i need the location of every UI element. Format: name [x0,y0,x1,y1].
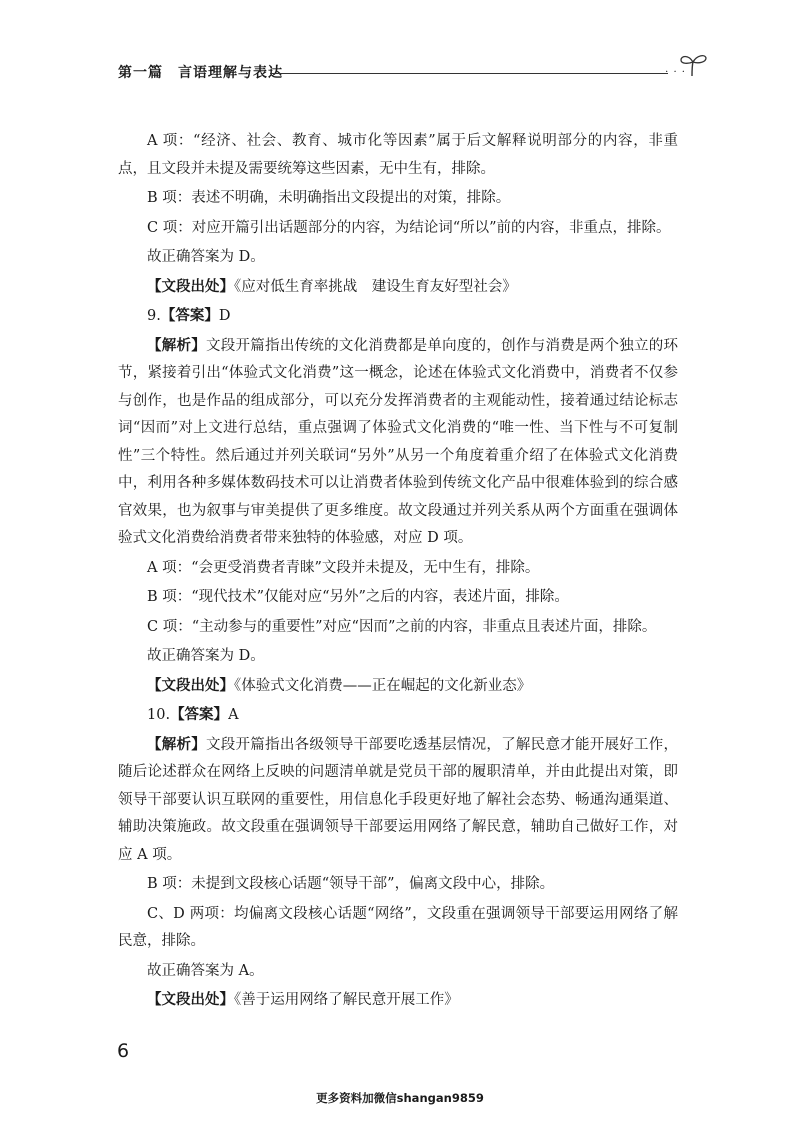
option-a-analysis: A 项：“经济、社会、教育、城市化等因素”属于后文解释说明部分的内容，非重点，且文段并未提及需要统筹这些因素，无中生有，排除。 [118,133,678,177]
option-b-analysis: B 项：未提到文段核心话题“领导干部”，偏离文段中心，排除。 [147,876,555,892]
analysis-tag: 【解析】 [147,736,207,753]
source-line [118,673,678,701]
page-number: 6 [117,1040,130,1062]
source-tag: 【文段出处】 [147,992,234,1008]
answer-tag: 【答案】 [170,707,229,723]
question-number: 9. [147,308,161,324]
page-header [118,58,708,88]
option-c-analysis: C 项：对应开篇引出话题部分的内容，为结论词“所以”前的内容，非重点，排除。 [147,219,671,236]
sprout-icon [678,50,708,80]
correct-answer: 故正确答案为 A。 [147,962,264,979]
analysis-text: 文段开篇指出传统的文化消费都是单向度的，创作与消费是两个独立的环节，紧接着引出“体验式文化消费”这一概念，论述在体验式文化消费中，消费者不仅参与创作，也是作品的组成部分，可以充分发挥消费者的主观能动性，接着通过结论标志词“因而”对上文进行总结，重点强调了体验式文化消费的“唯一性、当下性与不可复制性”三个特性。然后通过并列关联词“另外”从另一个角度着重介绍了在体验式文化消费中，利用各种多媒体数码技术可以让消费者体验到传统文化产品中很难体验到的综合感官效果，也为叙事与审美提供了更多维度。故文段通过并列关系从两个方面重在强调体验式文化消费给消费者带来独特的体验感，对应 D 项。 [118,337,678,546]
question-number: 10. [147,707,171,723]
option-a-analysis: A 项：“会更受消费者青睐”文段并未提及，无中生有，排除。 [147,559,540,576]
correct-answer: 故正确答案为 D。 [147,249,265,265]
answer-value: A [228,707,239,723]
chapter-title: 第一篇 言语理解与表达 [118,65,283,81]
source-title: 《应对低生育率挑战 建设生育友好型社会》 [234,278,517,295]
analysis-paragraph [118,732,678,870]
source-tag: 【文段出处】 [147,677,234,694]
correct-answer: 故正确答案为 D。 [147,648,265,664]
answer-tag: 【答案】 [160,308,219,324]
option-cd-analysis: C、D 两项：均偏离文段核心话题“网络”，文段重在强调领导干部要运用网络了解民意，排除。 [118,905,678,949]
option-b-analysis: B 项：“现代技术”仅能对应“另外”之后的内容，表述片面，排除。 [147,589,569,605]
answer-explanations [118,128,678,1015]
question-9-answer [118,303,678,331]
footer-note: 更多资料加微信shangan9859 [316,1091,484,1105]
header-dots: · · · [665,67,686,78]
option-c-analysis: C 项：“主动参与的重要性”对应“因而”之前的内容，非重点且表述片面，排除。 [147,618,657,635]
source-tag: 【文段出处】 [147,278,234,295]
analysis-paragraph [118,333,678,553]
source-line [118,987,678,1015]
analysis-tag: 【解析】 [147,337,207,354]
source-line [118,274,678,302]
option-b-analysis: B 项：表述不明确，未明确指出文段提出的对策，排除。 [147,190,511,206]
answer-value: D [218,308,231,324]
question-10-answer [118,702,678,730]
analysis-text: 文段开篇指出各级领导干部要吃透基层情况，了解民意才能开展好工作，随后论述群众在网络上反映的问题清单就是党员干部的履职清单，并由此提出对策，即领导干部要认识互联网的重要性，用信息化手段更好地了解社会态势、畅通沟通渠道、辅助决策施政。故文段重在强调领导干部要运用网络了解民意，辅助自己做好工作，对应 A 项。 [118,736,678,863]
source-title: 《善于运用网络了解民意开展工作》 [234,992,459,1008]
header-rule [270,73,668,74]
source-title: 《体验式文化消费——正在崛起的文化新业态》 [234,677,532,694]
